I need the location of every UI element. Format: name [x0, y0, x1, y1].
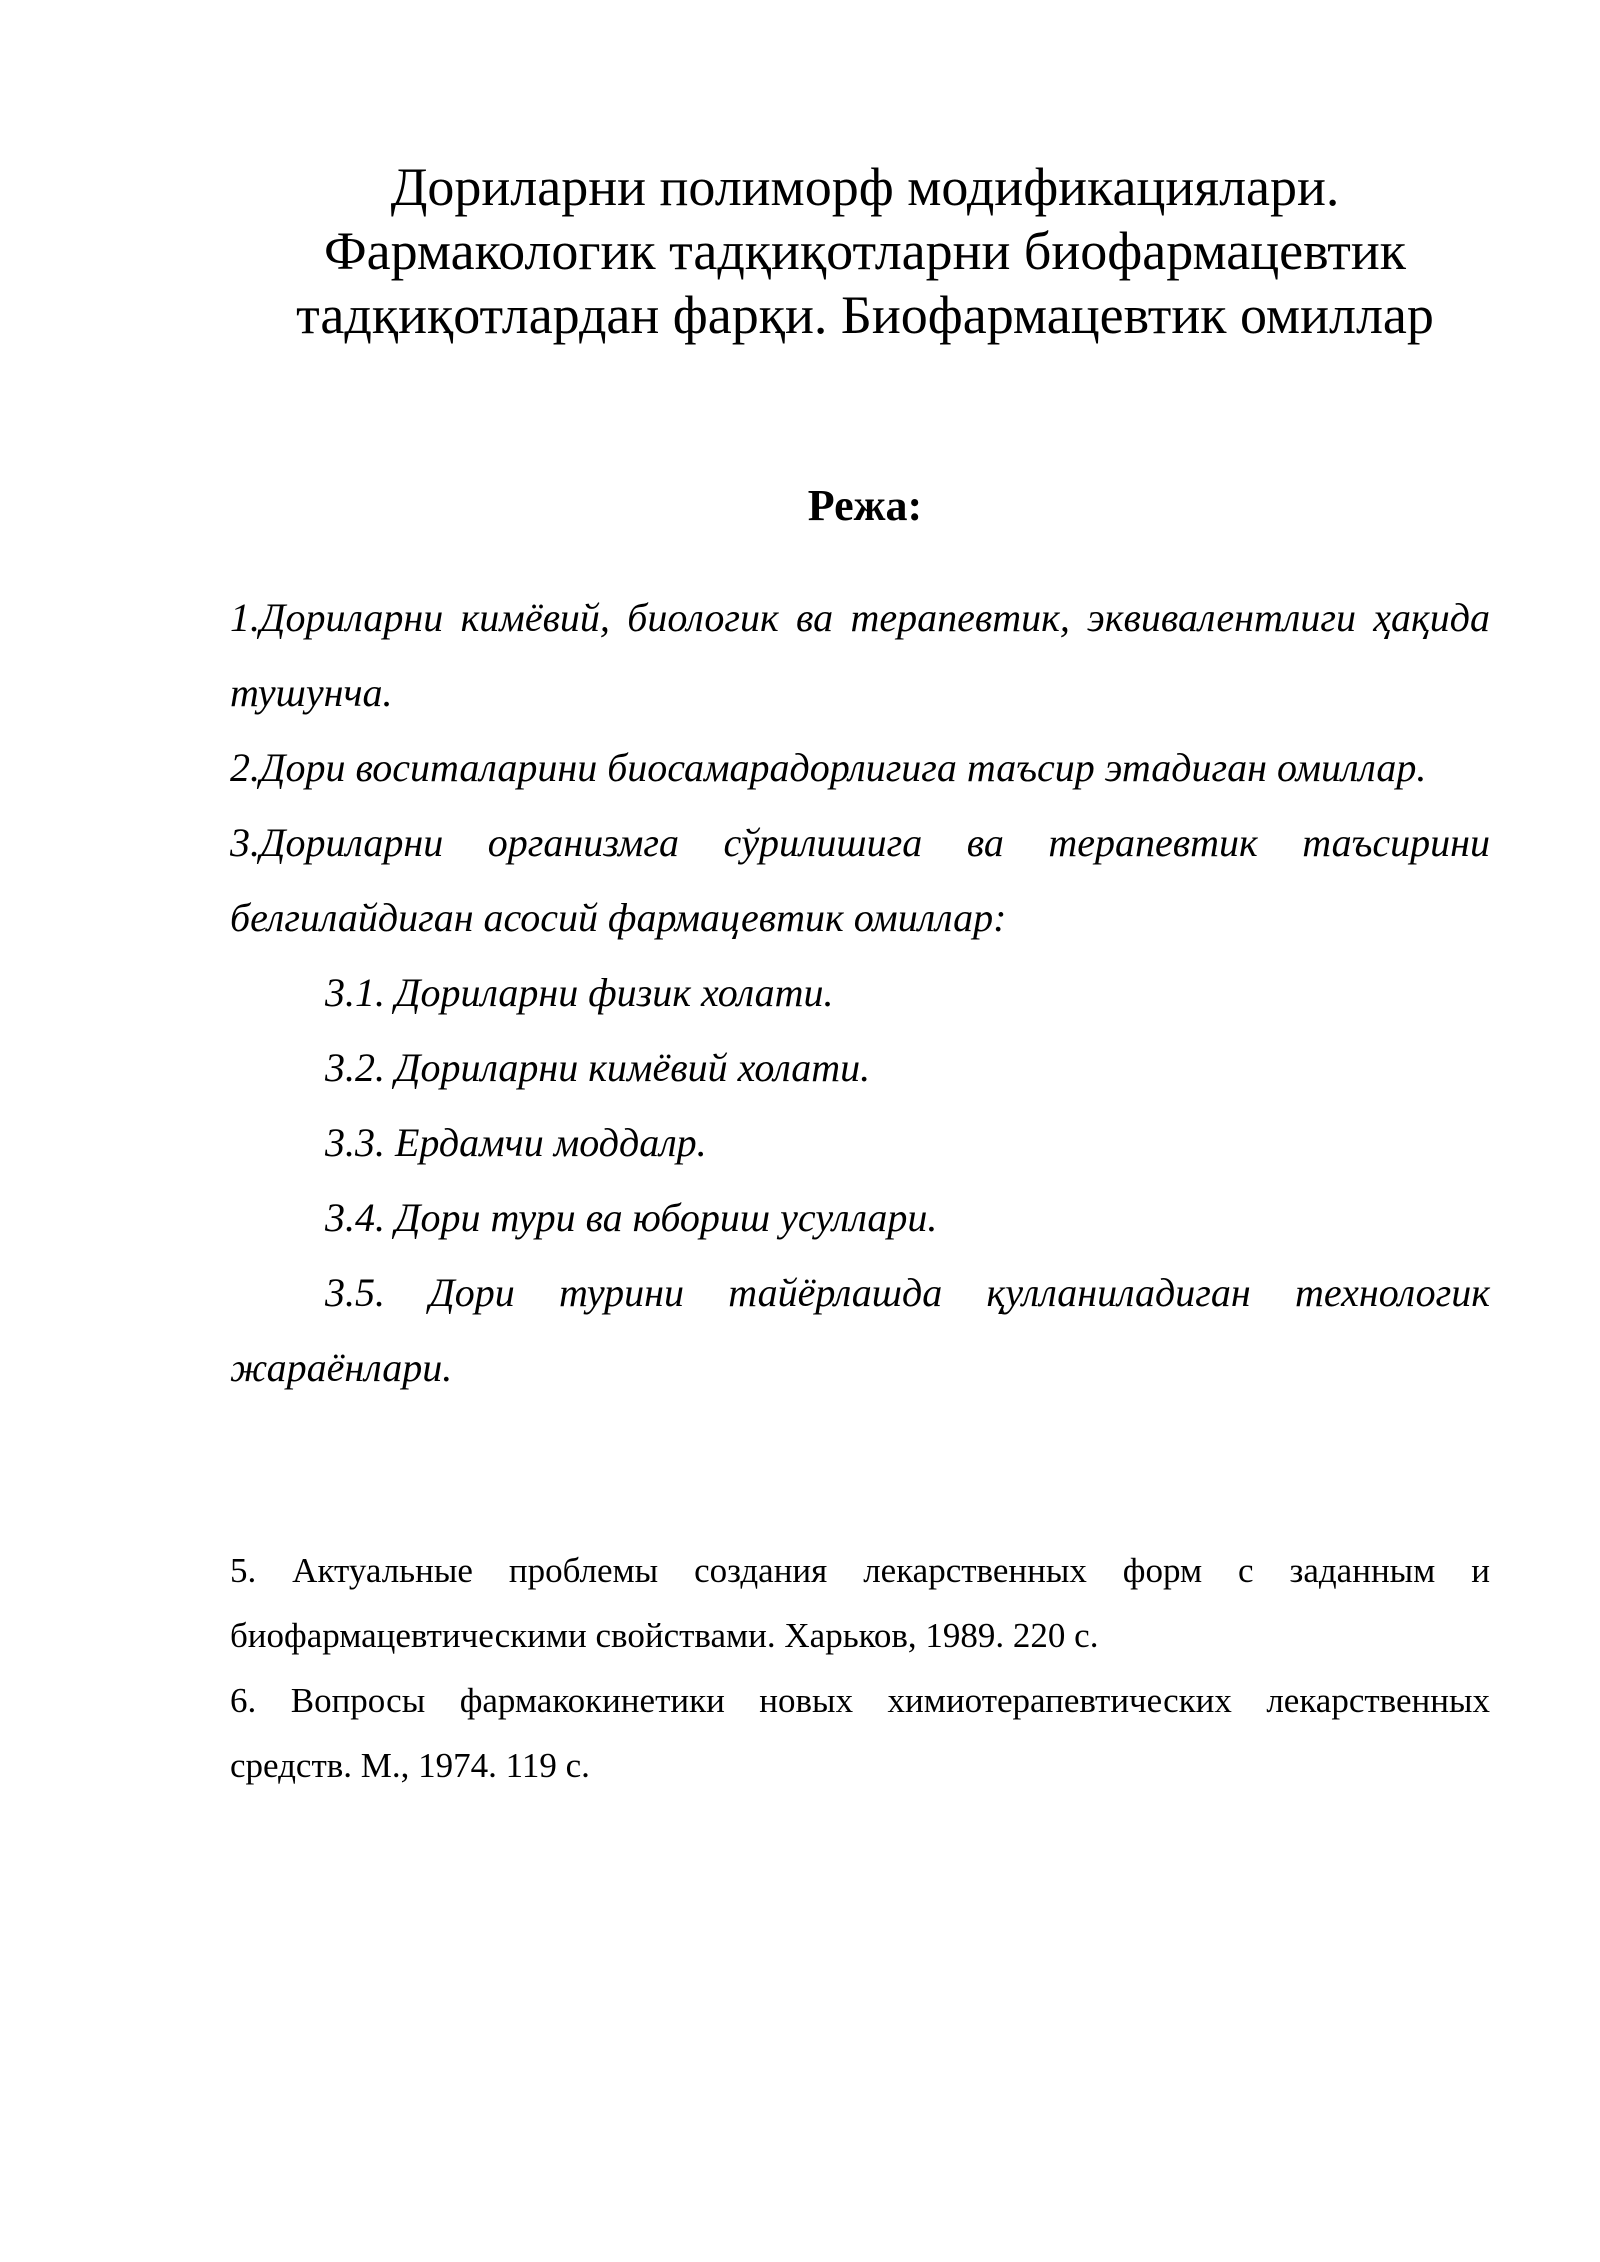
- plan-subitem: 3.3. Ердамчи моддалр.: [325, 1120, 707, 1165]
- title-line: тадқиқотлардан фарқи. Биофармацевтик омиллар: [296, 285, 1434, 345]
- plan-item: 2.Дори воситаларини биосамарадорлигига таъсир этадиган омиллар.: [230, 745, 1427, 790]
- reference-item: 6. Вопросы фармакокинетики новых химиотерапевтических лекарственных средств. М., 1974. 119 с.: [230, 1681, 1490, 1785]
- plan-item: 1.Дориларни кимёвий, биологик ва терапевтик, эквивалентлиги ҳақида тушунча.: [230, 595, 1490, 715]
- plan-list: [230, 580, 1490, 1405]
- plan-subitem: 3.5. Дори турини тайёрлашда қулланиладиган технологик жараёнлари.: [230, 1270, 1490, 1390]
- title-line: Дориларни полиморф модификациялари.: [390, 157, 1340, 217]
- plan-subitem: 3.4. Дори тури ва юбориш усуллари.: [325, 1195, 938, 1240]
- plan-item: 3.Дориларни организмга сўрилишига ва терапевтик таъсирини белгилайдиган асосий фармацевтик омиллар:: [230, 820, 1490, 940]
- plan-subitem: 3.2. Дориларни кимёвий холати.: [325, 1045, 871, 1090]
- plan-subitem: 3.1. Дориларни физик холати.: [325, 970, 834, 1015]
- reference-item: 5. Актуальные проблемы создания лекарственных форм с заданным и биофармацевтическими свойствами. Харьков, 1989. 220 с.: [230, 1551, 1490, 1655]
- plan-heading: Режа:: [807, 481, 923, 530]
- document-title: [200, 155, 1530, 347]
- title-line: Фармакологик тадқиқотларни биофармацевтик: [324, 221, 1406, 281]
- references-list: [230, 1538, 1490, 1798]
